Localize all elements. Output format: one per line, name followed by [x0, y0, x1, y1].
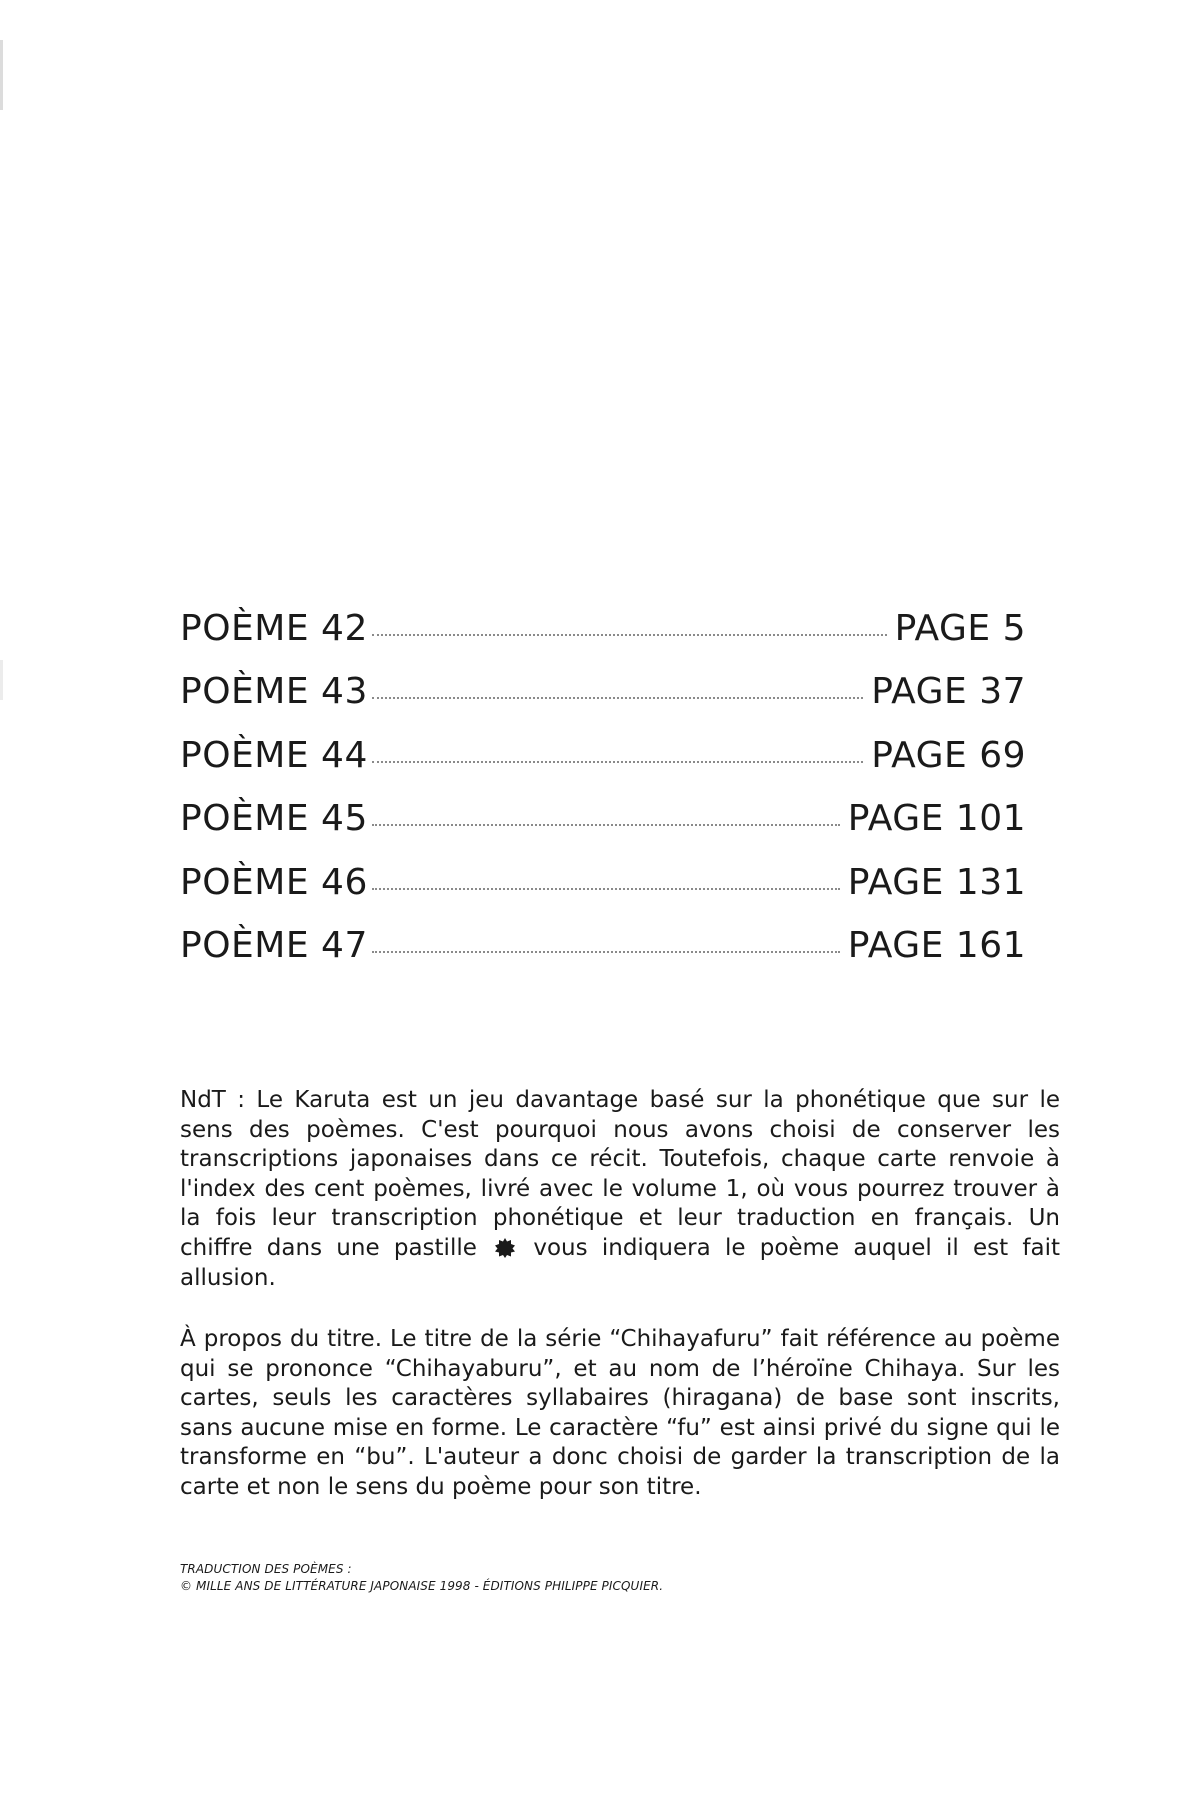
table-of-contents [180, 608, 1026, 988]
credits-line: TRADUCTION DES POÈMES : [180, 1562, 352, 1576]
pastille-badge-icon [495, 1237, 515, 1257]
toc-row[interactable] [180, 608, 1026, 671]
toc-poem-label: POÈME 43 [180, 671, 368, 713]
toc-dot-leader [372, 951, 840, 953]
toc-page-number: PAGE 101 [847, 798, 1026, 840]
toc-row[interactable] [180, 671, 1026, 734]
translator-note [180, 1086, 1060, 1293]
page-edge-shadow [0, 40, 3, 110]
toc-page-number: PAGE 161 [847, 924, 1026, 966]
toc-poem-label: POÈME 44 [180, 734, 368, 776]
toc-dot-leader [372, 824, 840, 826]
toc-poem-label: POÈME 45 [180, 798, 368, 840]
toc-page-number: PAGE 69 [871, 734, 1026, 776]
toc-dot-leader [372, 634, 887, 636]
title-note: À propos du titre. Le titre de la série “Chihayafuru” fait référence au poème qui se prononce “Chihayaburu”, et au nom de l’héroïne Chihaya. Sur les cartes, seuls les caractères syllabaires (hiragana) de base sont inscrits, sans aucune mise en forme. Le caractère “fu” est ainsi privé du signe qui le transforme en “bu”. L'auteur a donc choisi de garder la transcription de la carte et non le sens du poème pour son titre. [180, 1326, 1060, 1500]
toc-page-number: PAGE 37 [871, 671, 1026, 713]
toc-poem-label: POÈME 46 [180, 861, 368, 903]
toc-poem-label: POÈME 42 [180, 608, 368, 649]
translator-note-text: NdT : Le Karuta est un jeu davantage basé sur la phonétique que sur le sens des poèmes. C'est pourquoi nous avons choisi de conserver les transcriptions japonaises dans ce récit. Toutefois, chaque carte renvoie à l'index des cent poèmes, livré avec le volume 1, où vous pourrez trouver à la fois leur transcription phonétique et leur traduction en français. Un chiffre dans une pastille [180, 1087, 1060, 1261]
toc-row[interactable] [180, 925, 1026, 988]
translation-credits [180, 1561, 663, 1595]
toc-row[interactable] [180, 862, 1026, 925]
toc-row[interactable] [180, 735, 1026, 798]
toc-dot-leader [372, 888, 840, 890]
toc-page-number: PAGE 131 [847, 861, 1026, 903]
toc-dot-leader [372, 761, 863, 763]
page-edge-shadow [0, 660, 3, 700]
credits-line: © MILLE ANS DE LITTÉRATURE JAPONAISE 1998 - ÉDITIONS PHILIPPE PICQUIER. [180, 1579, 664, 1593]
translator-note-text-end: vous indiquera le poème auquel il est fait allusion. [180, 1234, 1061, 1291]
toc-row[interactable] [180, 798, 1026, 861]
toc-dot-leader [372, 697, 863, 699]
toc-page-number: PAGE 5 [894, 608, 1026, 649]
toc-poem-label: POÈME 47 [180, 924, 368, 966]
